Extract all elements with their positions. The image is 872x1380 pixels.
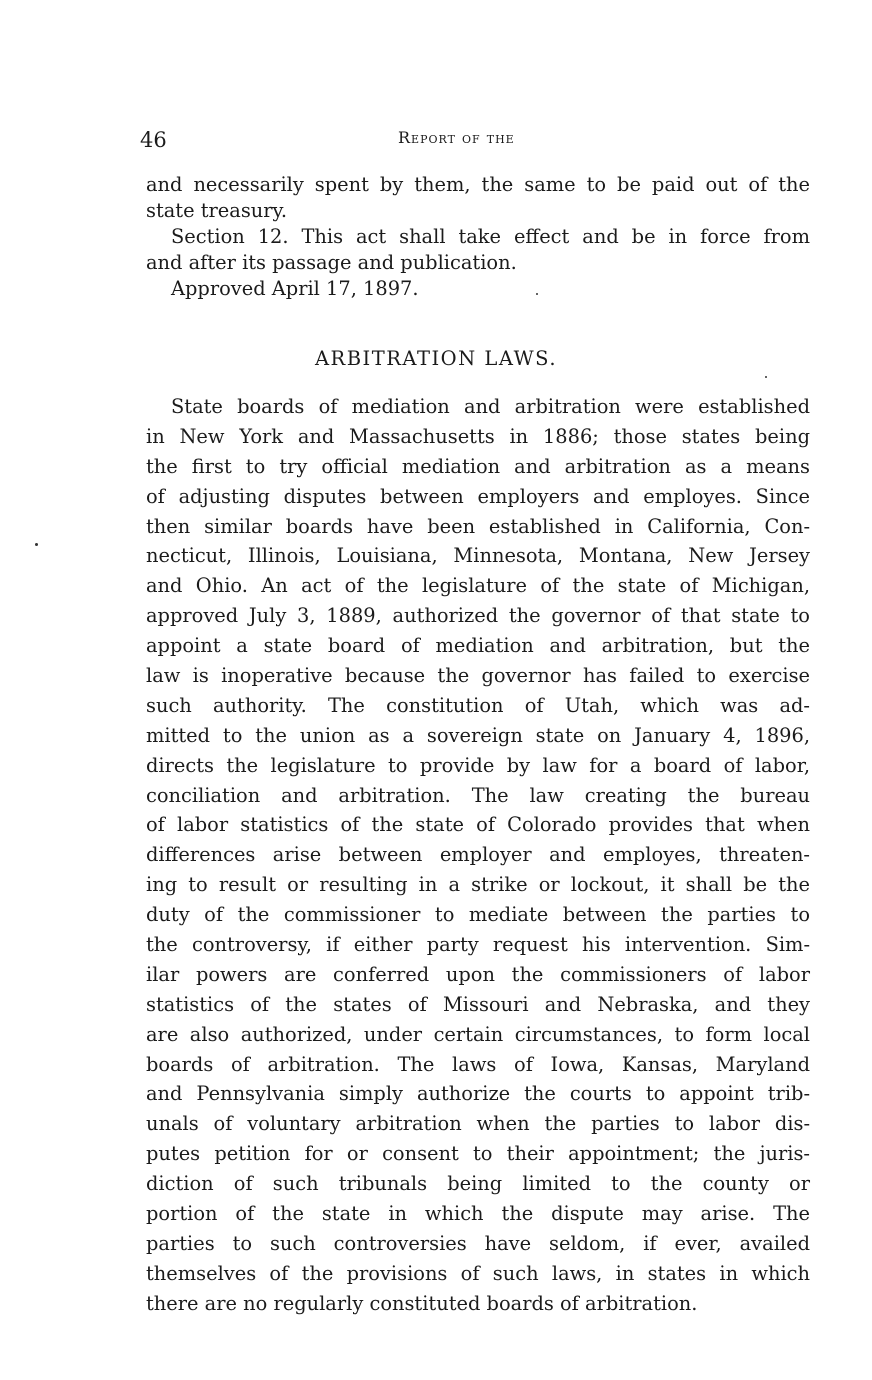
text-line: appoint a state board of mediation and arbitration, but the — [146, 634, 810, 658]
text-line: Section 12. This act shall take effect and be in force from — [171, 225, 810, 248]
text-line: and necessarily spent by them, the same to be paid out of the — [146, 173, 810, 196]
text-line: putes petition for or consent to their appointment; the juris- — [146, 1142, 810, 1166]
text-line: portion of the state in which the dispute may arise. The — [146, 1202, 810, 1226]
running-head: Report of the — [398, 128, 515, 147]
scan-speck — [35, 543, 38, 546]
text-line: differences arise between employer and employes, threaten- — [146, 843, 810, 867]
text-line: themselves of the provisions of such laws, in states in which — [146, 1261, 810, 1285]
text-line: duty of the commissioner to mediate between the parties to — [146, 903, 810, 927]
text-line: ing to result or resulting in a strike or lockout, it shall be the — [146, 873, 810, 897]
text-line: State boards of mediation and arbitration were established — [171, 395, 810, 418]
text-line: mitted to the union as a sovereign state on January 4, 1896, — [146, 723, 810, 747]
text-line: parties to such controversies have seldom, if ever, availed — [146, 1231, 810, 1255]
text-line: statistics of the states of Missouri and Nebraska, and they — [146, 992, 810, 1016]
scan-speck — [765, 376, 767, 378]
text-line: of labor statistics of the state of Colorado provides that when — [146, 813, 810, 837]
text-line: the first to try official mediation and arbitration as a means — [146, 454, 810, 478]
text-line: state treasury. — [146, 199, 288, 222]
continuation-text — [146, 172, 810, 302]
text-line: the controversy, if either party request his intervention. Sim- — [146, 933, 810, 957]
text-line: there are no regularly constituted boards of arbitration. — [146, 1291, 698, 1315]
text-line: diction of such tribunals being limited to the county or — [146, 1172, 810, 1196]
text-line: and after its passage and publication. — [146, 251, 517, 274]
text-line: of adjusting disputes between employers and employes. Since — [146, 484, 810, 508]
text-line: are also authorized, under certain circumstances, to form local — [146, 1022, 810, 1046]
text-line: and Ohio. An act of the legislature of the state of Michigan, — [146, 574, 810, 598]
text-line: then similar boards have been established in California, Con- — [146, 514, 810, 538]
page-number: 46 — [140, 128, 167, 152]
text-line: law is inoperative because the governor has failed to exercise — [146, 664, 810, 688]
text-line: boards of arbitration. The laws of Iowa, Kansas, Maryland — [146, 1052, 810, 1076]
scan-speck — [536, 293, 538, 295]
article-body — [146, 392, 810, 1319]
text-line: such authority. The constitution of Utah, which was ad- — [146, 693, 810, 717]
text-line: unals of voluntary arbitration when the parties to labor dis- — [146, 1112, 810, 1136]
text-line: ilar powers are conferred upon the commissioners of labor — [146, 962, 810, 986]
section-heading: ARBITRATION LAWS. — [314, 347, 558, 370]
text-line: Approved April 17, 1897. — [171, 277, 419, 300]
text-line: and Pennsylvania simply authorize the courts to appoint trib- — [146, 1082, 810, 1106]
text-line: conciliation and arbitration. The law creating the bureau — [146, 783, 810, 807]
text-line: necticut, Illinois, Louisiana, Minnesota, Montana, New Jersey — [146, 544, 810, 568]
text-line: directs the legislature to provide by law for a board of labor, — [146, 753, 810, 777]
text-line: in New York and Massachusetts in 1886; those states being — [146, 424, 810, 448]
text-line: approved July 3, 1889, authorized the governor of that state to — [146, 604, 810, 628]
